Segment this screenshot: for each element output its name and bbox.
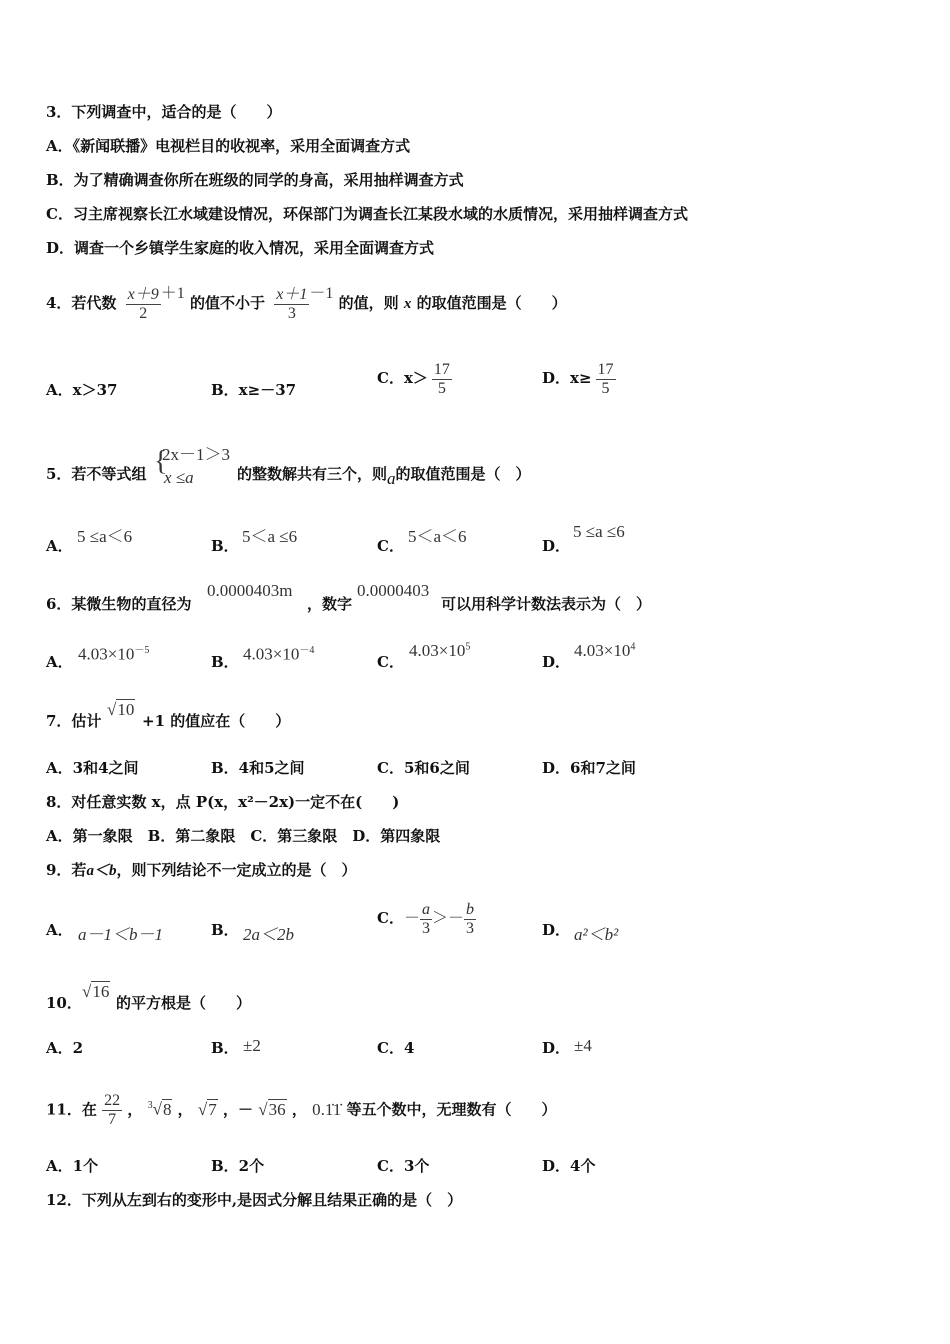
q4-fraction-2-tail: －1 — [309, 285, 334, 302]
q9-option-a-label: A． — [46, 921, 73, 939]
q4-option-b: B．x≥－37 — [211, 381, 297, 399]
q7-option-c: C．5和6之间 — [377, 759, 470, 777]
q4-prefix: 4．若代数 — [46, 294, 117, 312]
q10-option-c: C．4 — [377, 1039, 415, 1057]
q11-option-c: C．3个 — [377, 1157, 430, 1175]
q4-option-a: A．x＞37 — [46, 381, 118, 399]
q6-value-1: 0.0000403m — [207, 581, 293, 600]
q8-options: A．第一象限 B．第二象限 C．第三象限 D．第四象限 — [46, 827, 441, 845]
q10-option-d-label: D． — [542, 1039, 571, 1057]
q11-cube-root: $^3$√8 — [147, 1099, 172, 1119]
q4-option-c: C．x＞ $\frac{17}{5}$ — [377, 360, 450, 397]
q5-mid: 的整数解共有三个，则a的取值范围是（ ） — [237, 465, 531, 488]
q12-stem: 12．下列从左到右的变形中,是因式分解且结果正确的是（ ） — [46, 1191, 463, 1209]
q10-prefix: 10． — [46, 994, 82, 1012]
q5-prefix: 5．若不等式组 — [46, 465, 147, 483]
q6-option-c-label: C． — [377, 653, 404, 671]
q9-stem: 9．若a＜b，则下列结论不一定成立的是（ ） — [46, 861, 357, 879]
q10-option-b-label: B． — [211, 1039, 239, 1057]
q11-option-d: D．4个 — [542, 1157, 596, 1175]
q9-option-d-label: D． — [542, 921, 571, 939]
q9-option-a: a－1＜b－1 — [78, 925, 163, 944]
q6-option-d: $4.03\times 10^4$ — [574, 641, 636, 660]
q11-repeating-decimal: 0.1̇1̇ — [312, 1099, 342, 1119]
q8-stem: 8．对任意实数 x，点 P(x，x²－2x)一定不在( ) — [46, 793, 400, 811]
q10-suffix: 的平方根是（ ） — [116, 994, 252, 1012]
q5-option-b: 5＜a ≤6 — [242, 527, 298, 546]
q7-suffix: +1 的值应在（ ） — [142, 712, 291, 730]
q9-option-c: C．－ $\frac{a}{3}$ ＞－ $\frac{b}{3}$ — [377, 900, 474, 937]
q4-option-d: D．x≥ $\frac{17}{5}$ — [542, 360, 614, 397]
q4-suffix-a: 的值，则 — [338, 294, 399, 312]
q11-sqrt-36: √36 — [258, 1099, 286, 1119]
q7-option-a: A．3和4之间 — [46, 759, 139, 777]
q4-fraction-2: $\frac{x+1}{3}$ — [276, 285, 308, 322]
q5-system-line-1: { 2x－1＞3 — [154, 445, 230, 477]
q7-option-d: D．6和7之间 — [542, 759, 636, 777]
q9-option-b-label: B． — [211, 921, 239, 939]
q3-option-c: C．习主席视察长江水域建设情况，环保部门为调查长江某段水域的水质情况，采用抽样调查方式 — [46, 205, 688, 223]
q9-option-d: a²＜b² — [574, 925, 619, 944]
q10-option-a: A．2 — [46, 1039, 84, 1057]
q3-stem: 3．下列调查中，适合的是（ ） — [46, 103, 282, 121]
q6-option-a: $4.03\times 10^{-5}$ — [78, 644, 150, 664]
q4-fraction-1-tail: ＋1 — [160, 285, 185, 302]
q11-option-b: B．2个 — [211, 1157, 265, 1175]
q7-option-b: B．4和5之间 — [211, 759, 305, 777]
q6-option-d-label: D． — [542, 653, 571, 671]
q6-suffix: 可以用科学计数法表示为（ ） — [441, 595, 652, 613]
q6-mid: ，数字 — [307, 595, 353, 613]
q3-option-a: A．《新闻联播》电视栏目的收视率，采用全面调查方式 — [46, 137, 411, 155]
q6-option-a-label: A． — [46, 653, 73, 671]
q6-value-2: 0.0000403 — [357, 581, 430, 600]
q10-option-b: ±2 — [243, 1036, 261, 1055]
q6-option-c: $4.03\times 10^5$ — [409, 641, 471, 660]
q6-prefix: 6．某微生物的直径为 — [46, 595, 192, 613]
q6-option-b-label: B． — [211, 653, 239, 671]
q4-var: x — [403, 296, 412, 312]
q4-fraction-1: $\frac{x+9}{2}$ — [127, 285, 159, 322]
q3-option-b: B．为了精确调查你所在班级的同学的身高，采用抽样调查方式 — [46, 171, 464, 189]
q4-stem — [46, 272, 567, 326]
q5-option-d-label: D． — [542, 537, 571, 555]
q10-sqrt: √16 — [82, 982, 110, 1001]
q9-option-b: 2a＜2b — [243, 925, 294, 944]
q11-option-a: A．1个 — [46, 1157, 99, 1175]
q5-option-d: 5 ≤a ≤6 — [573, 522, 625, 541]
q7-sqrt: √10 — [107, 700, 135, 719]
q11-sqrt-7: √7 — [197, 1099, 217, 1119]
q5-option-c: 5＜a＜6 — [408, 527, 467, 546]
q10-option-d: ±4 — [574, 1036, 592, 1055]
q5-option-c-label: C． — [377, 537, 404, 555]
q5-option-a: 5 ≤a＜6 — [77, 527, 133, 546]
q7-prefix: 7．估计 — [46, 712, 102, 730]
q5-system-line-2: x ≤a — [164, 468, 194, 487]
q5-option-a-label: A． — [46, 537, 73, 555]
q4-suffix-b: 的取值范围是（ ） — [416, 294, 567, 312]
q4-mid: 的值不小于 — [190, 294, 266, 312]
q6-option-b: $4.03\times 10^{-4}$ — [243, 644, 315, 664]
q11-stem: 11．在 $\frac{22}{7}$ ， $^3$√8 ， √7 ，－ √36 ， 0.1̇1̇ 等五个数中，无理数有（ ） — [46, 1074, 556, 1142]
q5-option-b-label: B． — [211, 537, 239, 555]
q3-option-d: D．调查一个乡镇学生家庭的收入情况，采用全面调查方式 — [46, 239, 435, 257]
